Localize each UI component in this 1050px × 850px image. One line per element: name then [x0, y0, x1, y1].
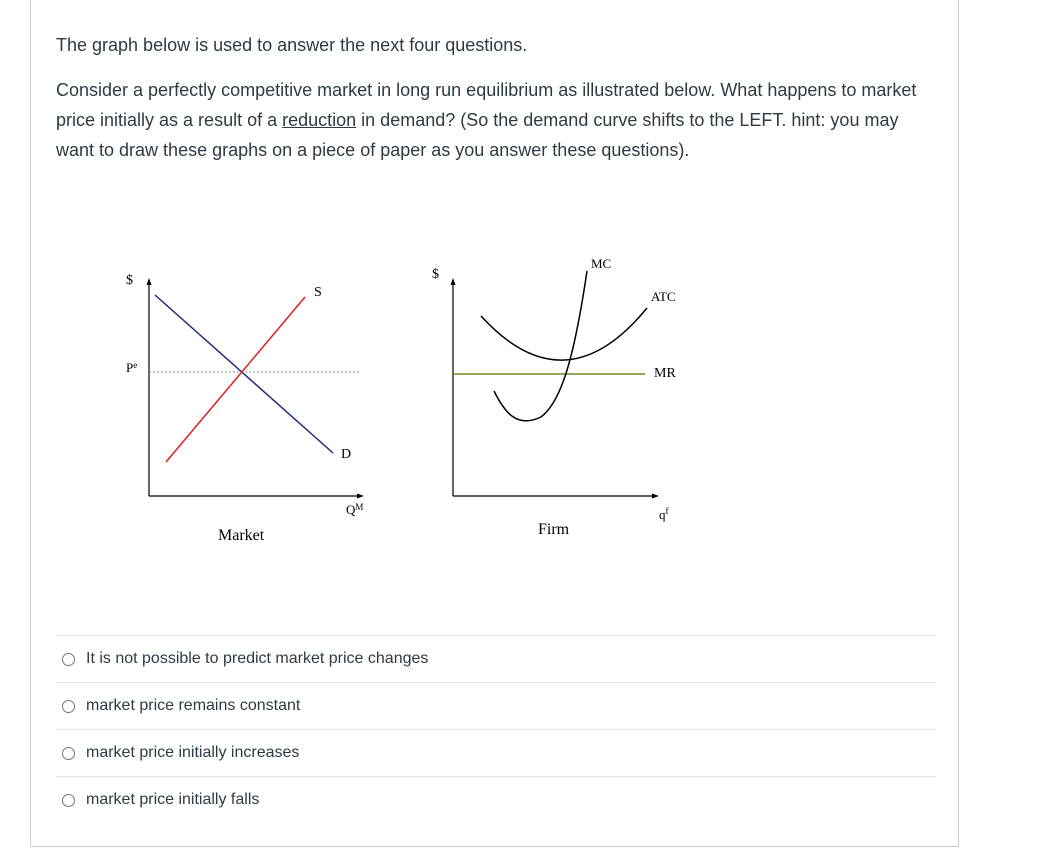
firm-x-axis-label-main: q — [659, 507, 666, 522]
answer-option-2[interactable] — [56, 682, 936, 729]
market-x-axis-label-sup: M — [355, 502, 364, 512]
answer-option-1[interactable] — [56, 635, 936, 682]
market-caption: Market — [218, 527, 265, 544]
question-body-emphasis: reduction — [282, 110, 357, 130]
answer-list — [56, 635, 936, 823]
firm-atc-label: ATC — [651, 289, 676, 304]
answer-option-4[interactable] — [56, 776, 936, 823]
answer-option-label: market price initially increases — [86, 744, 300, 761]
question-body-start: Consider a perfectly competitive market in long run equilibrium as illustrated below. What happens to market price initially as a result of a — [56, 80, 917, 130]
firm-atc-curve — [481, 308, 647, 360]
firm-x-axis-label-sup: f — [665, 506, 669, 516]
market-demand-label: D — [341, 447, 352, 462]
answer-option-label: market price initially falls — [86, 791, 260, 808]
firm-x-axis-arrow — [652, 494, 659, 499]
market-x-axis-label-main: Q — [346, 502, 356, 517]
market-y-axis-label: $ — [126, 273, 133, 288]
market-x-axis-arrow — [357, 494, 364, 499]
economics-graph — [31, 0, 960, 599]
answer-option-label: It is not possible to predict market price changes — [86, 650, 429, 667]
market-x-axis-label — [346, 502, 363, 517]
radio-button[interactable] — [62, 747, 75, 760]
firm-mc-label: MC — [591, 256, 612, 271]
question-card — [30, 0, 959, 847]
firm-caption: Firm — [538, 521, 570, 538]
question-body-end: in demand? (So the demand curve shifts to the LEFT. hint: you may want to draw these graphs on a piece of paper as you answer these questions). — [56, 110, 899, 160]
market-price-label-main: P — [126, 360, 134, 375]
market-graph — [126, 273, 364, 544]
answer-option-3[interactable] — [56, 729, 936, 776]
market-supply-label: S — [314, 285, 322, 300]
market-price-label-sup: e — [133, 360, 138, 370]
question-intro: The graph below is used to answer the next four questions. — [56, 35, 528, 55]
firm-graph — [432, 256, 676, 538]
firm-y-axis-arrow — [451, 278, 456, 285]
firm-x-axis-label — [659, 506, 669, 522]
market-price-label — [126, 360, 137, 375]
market-y-axis-arrow — [147, 278, 152, 285]
market-demand-curve — [155, 295, 333, 453]
firm-mr-label: MR — [654, 366, 676, 381]
radio-button[interactable] — [62, 700, 75, 713]
answer-option-label: market price remains constant — [86, 697, 301, 714]
radio-button[interactable] — [62, 653, 75, 666]
radio-button[interactable] — [62, 794, 75, 807]
firm-y-axis-label: $ — [432, 267, 439, 282]
firm-mc-curve — [494, 271, 587, 421]
market-supply-curve — [166, 297, 305, 462]
